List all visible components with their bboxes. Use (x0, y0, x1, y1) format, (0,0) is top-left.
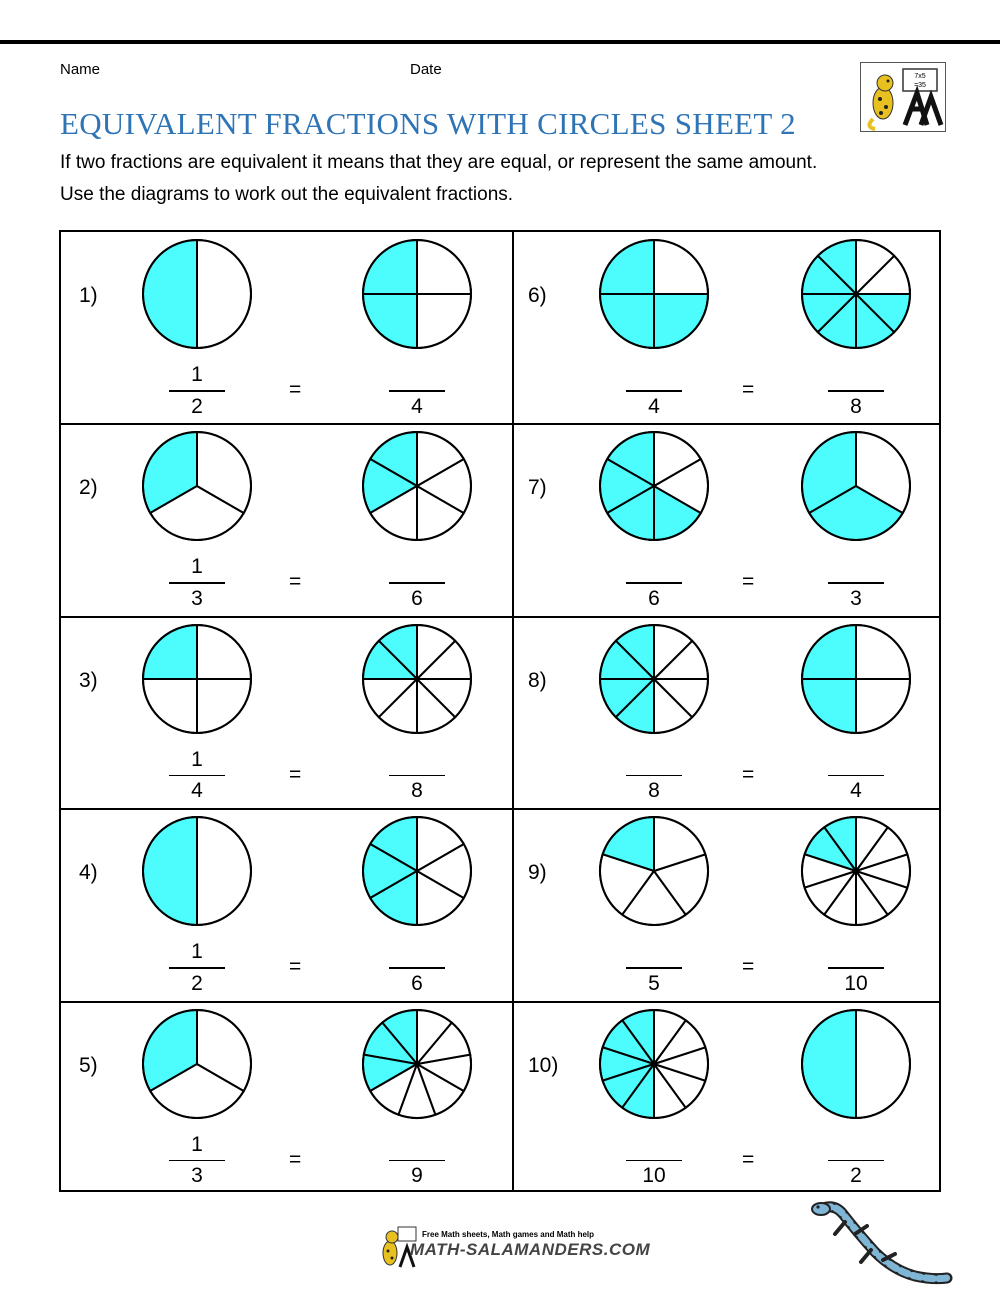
problem-cell (514, 1002, 943, 1194)
problem-cell (514, 232, 943, 424)
question-number: 6) (528, 284, 547, 307)
intro-line-2: Use the diagrams to work out the equivalent fractions. (60, 184, 514, 205)
left-fraction (626, 1132, 682, 1190)
equals-sign: = (742, 762, 755, 786)
left-fraction (169, 747, 225, 805)
numerator-answer-blank[interactable] (828, 1132, 884, 1158)
date-label: Date (410, 61, 442, 78)
problem-cell (61, 809, 514, 1001)
left-fraction-circle (141, 623, 253, 735)
fraction-bar (169, 967, 225, 969)
fraction-bar (626, 967, 682, 969)
numerator-answer-blank[interactable] (828, 747, 884, 773)
unshaded-sector (197, 817, 251, 925)
fraction-bar (828, 967, 884, 969)
numerator: 1 (191, 940, 203, 964)
right-fraction (389, 1132, 445, 1190)
left-fraction-circle (598, 1008, 710, 1120)
right-fraction-circle (361, 238, 473, 350)
numerator-answer-blank[interactable] (626, 1132, 682, 1158)
unshaded-sector (197, 240, 251, 348)
page-title: EQUIVALENT FRACTIONS WITH CIRCLES SHEET 2 (60, 106, 796, 141)
fraction-bar (828, 582, 884, 584)
question-number: 10) (528, 1053, 559, 1077)
right-fraction (389, 554, 445, 612)
denominator: 9 (411, 1164, 423, 1188)
left-fraction (626, 939, 682, 997)
equals-sign: = (742, 955, 755, 979)
left-fraction-circle (598, 430, 710, 542)
denominator: 4 (411, 394, 423, 418)
numerator-answer-blank[interactable] (626, 747, 682, 773)
denominator: 6 (411, 971, 423, 995)
fraction-bar (626, 1160, 682, 1162)
fraction-bar (389, 1160, 445, 1162)
denominator: 3 (850, 586, 862, 610)
name-label: Name (60, 61, 101, 78)
equals-sign: = (742, 1147, 755, 1171)
right-fraction-circle (800, 1008, 912, 1120)
equals-sign: = (289, 570, 302, 594)
unshaded-sector (856, 1010, 910, 1118)
fraction-bar (169, 582, 225, 584)
problem-cell (61, 232, 514, 424)
site-logo (860, 62, 946, 132)
right-fraction-circle (800, 430, 912, 542)
equals-sign: = (742, 378, 755, 401)
right-fraction (389, 747, 445, 805)
fraction-bar (828, 775, 884, 777)
logo-text-top: 7x5 (914, 73, 926, 80)
salamander-icon (805, 1198, 955, 1293)
question-number: 4) (79, 861, 98, 885)
numerator-answer-blank[interactable] (626, 554, 682, 580)
left-fraction (626, 554, 682, 612)
left-fraction-circle (141, 238, 253, 350)
shaded-sector (143, 240, 197, 348)
left-fraction-circle (141, 430, 253, 542)
fraction-bar (389, 775, 445, 777)
fraction-bar (169, 390, 225, 392)
numerator: 1 (191, 747, 203, 771)
left-fraction-circle (141, 815, 253, 927)
problem-cell (514, 424, 943, 616)
top-rule (0, 40, 1000, 44)
fraction-bar (626, 775, 682, 777)
right-fraction-circle (361, 815, 473, 927)
question-number: 8) (528, 668, 547, 692)
logo-text-bottom: =35 (914, 82, 926, 89)
question-number: 7) (528, 476, 547, 500)
right-fraction (389, 362, 445, 420)
shaded-sector (802, 1010, 856, 1118)
numerator-answer-blank[interactable] (389, 939, 445, 965)
question-number: 5) (79, 1053, 98, 1077)
left-fraction-circle (598, 238, 710, 350)
fraction-bar (169, 1160, 225, 1162)
numerator-answer-blank[interactable] (828, 554, 884, 580)
right-fraction-circle (800, 238, 912, 350)
denominator: 6 (411, 586, 423, 610)
left-fraction (626, 362, 682, 420)
fraction-bar (169, 775, 225, 777)
denominator: 3 (191, 586, 203, 610)
equals-sign: = (289, 762, 302, 786)
denominator: 2 (850, 1164, 862, 1188)
footer-brand: MATH-SALAMANDERS.COM (410, 1240, 651, 1259)
left-fraction (169, 554, 225, 612)
denominator: 6 (648, 586, 660, 610)
numerator-answer-blank[interactable] (626, 939, 682, 965)
shaded-sector (143, 817, 197, 925)
numerator: 1 (191, 363, 203, 386)
denominator: 4 (191, 779, 203, 803)
right-fraction-circle (361, 623, 473, 735)
numerator-answer-blank[interactable] (389, 362, 445, 388)
denominator: 8 (411, 779, 423, 803)
right-fraction (828, 939, 884, 997)
fraction-bar (389, 582, 445, 584)
right-fraction-circle (361, 1008, 473, 1120)
numerator-answer-blank[interactable] (389, 747, 445, 773)
fraction-bar (626, 582, 682, 584)
denominator: 8 (648, 779, 660, 803)
question-number: 2) (79, 476, 98, 500)
right-fraction-circle (800, 623, 912, 735)
right-fraction (389, 939, 445, 997)
denominator: 4 (648, 394, 660, 418)
right-fraction-circle (800, 815, 912, 927)
denominator: 10 (642, 1164, 666, 1188)
left-fraction (169, 1132, 225, 1190)
right-fraction (828, 747, 884, 805)
equals-sign: = (289, 1147, 302, 1171)
fraction-bar (389, 967, 445, 969)
denominator: 2 (191, 971, 203, 995)
question-number: 1) (79, 284, 98, 307)
denominator: 2 (191, 394, 203, 418)
denominator: 3 (191, 1164, 203, 1188)
numerator-answer-blank[interactable] (828, 939, 884, 965)
right-fraction-circle (361, 430, 473, 542)
left-fraction (169, 362, 225, 420)
numerator: 1 (191, 555, 203, 579)
numerator-answer-blank[interactable] (626, 362, 682, 388)
left-fraction-circle (598, 815, 710, 927)
numerator: 1 (191, 1132, 203, 1156)
left-fraction (626, 747, 682, 805)
footer-tagline: Free Math sheets, Math games and Math help (422, 1230, 595, 1239)
numerator-answer-blank[interactable] (828, 362, 884, 388)
fraction-bar (828, 390, 884, 392)
fraction-bar (626, 390, 682, 392)
equals-sign: = (742, 570, 755, 594)
denominator: 8 (850, 394, 862, 418)
denominator: 10 (844, 971, 868, 995)
problem-cell (514, 809, 943, 1001)
problem-cell (61, 617, 514, 809)
denominator: 4 (850, 779, 862, 803)
problem-cell (514, 617, 943, 809)
right-fraction (828, 362, 884, 420)
left-fraction (169, 939, 225, 997)
numerator-answer-blank[interactable] (389, 1132, 445, 1158)
question-number: 9) (528, 861, 547, 885)
left-fraction-circle (598, 623, 710, 735)
right-fraction (828, 554, 884, 612)
right-fraction (828, 1132, 884, 1190)
equals-sign: = (289, 955, 302, 979)
fraction-bar (828, 1160, 884, 1162)
intro-line-1: If two fractions are equivalent it means that they are equal, or represent the same amount. (60, 152, 818, 173)
problem-cell (61, 1002, 514, 1194)
denominator: 5 (648, 971, 660, 995)
problem-grid (59, 230, 941, 1192)
fraction-bar (389, 390, 445, 392)
numerator-answer-blank[interactable] (389, 554, 445, 580)
question-number: 3) (79, 668, 98, 692)
left-fraction-circle (141, 1008, 253, 1120)
equals-sign: = (289, 378, 302, 401)
problem-cell (61, 424, 514, 616)
